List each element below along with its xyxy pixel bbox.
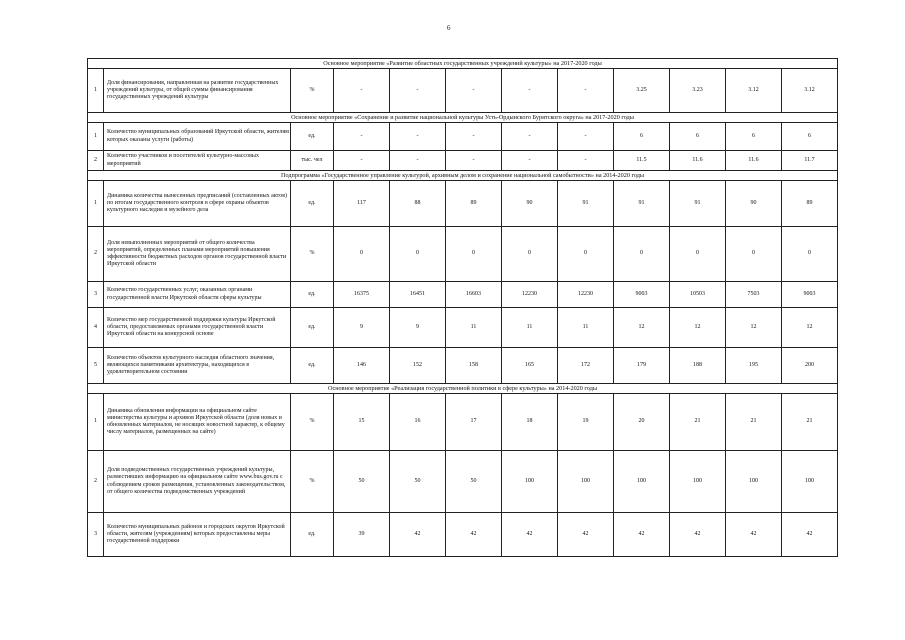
table-row bbox=[88, 451, 838, 513]
value-cell: 9003 bbox=[782, 282, 838, 308]
value-cell: - bbox=[446, 123, 502, 151]
value-cell: 16 bbox=[390, 394, 446, 451]
value-cell: - bbox=[502, 123, 558, 151]
value-cell: 100 bbox=[670, 451, 726, 513]
value-cell: 0 bbox=[782, 227, 838, 282]
row-number: 2 bbox=[88, 227, 104, 282]
value-cell: 100 bbox=[614, 451, 670, 513]
value-cell: 9 bbox=[334, 308, 390, 348]
value-cell: 100 bbox=[502, 451, 558, 513]
value-cell: 12230 bbox=[558, 282, 614, 308]
value-cell: 10503 bbox=[670, 282, 726, 308]
value-cell: - bbox=[446, 69, 502, 113]
row-number: 3 bbox=[88, 282, 104, 308]
indicator-name: Количество объектов культурного наследия областного значения, являющихся памятниками архитектуры, находящихся в удовлетворительном состоянии bbox=[104, 348, 291, 384]
unit-cell: ед. bbox=[291, 513, 334, 557]
value-cell: 21 bbox=[726, 394, 782, 451]
value-cell: 12 bbox=[726, 308, 782, 348]
value-cell: 0 bbox=[614, 227, 670, 282]
value-cell: 0 bbox=[502, 227, 558, 282]
value-cell: 11.7 bbox=[782, 151, 838, 171]
unit-cell: % bbox=[291, 69, 334, 113]
table-row bbox=[88, 348, 838, 384]
value-cell: - bbox=[502, 69, 558, 113]
row-number: 1 bbox=[88, 394, 104, 451]
value-cell: 11 bbox=[502, 308, 558, 348]
value-cell: 179 bbox=[614, 348, 670, 384]
section-header-row bbox=[88, 171, 838, 181]
value-cell: 7503 bbox=[726, 282, 782, 308]
value-cell: 42 bbox=[670, 513, 726, 557]
value-cell: 3.12 bbox=[782, 69, 838, 113]
value-cell: 158 bbox=[446, 348, 502, 384]
value-cell: 6 bbox=[670, 123, 726, 151]
value-cell: 16603 bbox=[446, 282, 502, 308]
value-cell: 0 bbox=[334, 227, 390, 282]
value-cell: - bbox=[446, 151, 502, 171]
value-cell: 0 bbox=[446, 227, 502, 282]
indicator-name: Динамика обновления информации на официальном сайте министерства культуры и архивов Иркутской области (доля новых и обновленных материалов, не носящих новостной характер, к общему числу материалов, размещенных на сайте) bbox=[104, 394, 291, 451]
section-header-row bbox=[88, 384, 838, 394]
value-cell: 42 bbox=[726, 513, 782, 557]
value-cell: 11.5 bbox=[614, 151, 670, 171]
value-cell: - bbox=[390, 69, 446, 113]
table-row bbox=[88, 123, 838, 151]
value-cell: 42 bbox=[390, 513, 446, 557]
indicator-name: Количество муниципальных районов и городских округов Иркутской области, жителям (учреждениям) которых предоставлены меры государственной поддержки bbox=[104, 513, 291, 557]
value-cell: - bbox=[390, 151, 446, 171]
value-cell: - bbox=[558, 69, 614, 113]
value-cell: 117 bbox=[334, 181, 390, 227]
value-cell: 9003 bbox=[614, 282, 670, 308]
value-cell: 0 bbox=[390, 227, 446, 282]
value-cell: 91 bbox=[558, 181, 614, 227]
value-cell: 165 bbox=[502, 348, 558, 384]
value-cell: 16451 bbox=[390, 282, 446, 308]
value-cell: 11 bbox=[446, 308, 502, 348]
indicator-name: Количество муниципальных образований Иркутской области, жителям которых оказаны услуги (работы) bbox=[104, 123, 291, 151]
indicator-name: Динамика количества вынесенных предписаний (составленных актов) по итогам государственного контроля в сфере охраны объектов культурного наследия и музейного дела bbox=[104, 181, 291, 227]
value-cell: 19 bbox=[558, 394, 614, 451]
value-cell: 11.6 bbox=[670, 151, 726, 171]
indicator-name: Доля финансирования, направленная на развитие государственных учреждений культуры, от общей суммы финансирования государственных учреждений культуры bbox=[104, 69, 291, 113]
value-cell: - bbox=[334, 69, 390, 113]
table-row bbox=[88, 513, 838, 557]
section-header: Подпрограмма «Государственное управление культурой, архивным делом и сохранение национальной самобытности» на 2014-2020 годы bbox=[88, 171, 838, 181]
value-cell: 42 bbox=[502, 513, 558, 557]
value-cell: 90 bbox=[502, 181, 558, 227]
value-cell: 3.12 bbox=[726, 69, 782, 113]
value-cell: 18 bbox=[502, 394, 558, 451]
value-cell: 0 bbox=[558, 227, 614, 282]
value-cell: 195 bbox=[726, 348, 782, 384]
value-cell: 88 bbox=[390, 181, 446, 227]
value-cell: 11.6 bbox=[726, 151, 782, 171]
value-cell: 0 bbox=[726, 227, 782, 282]
value-cell: 11 bbox=[558, 308, 614, 348]
section-header: Основное мероприятие «Развитие областных государственных учреждений культуры» на 2017-2020 годы bbox=[88, 59, 838, 69]
table-row bbox=[88, 151, 838, 171]
row-number: 4 bbox=[88, 308, 104, 348]
value-cell: 91 bbox=[670, 181, 726, 227]
value-cell: 6 bbox=[614, 123, 670, 151]
row-number: 3 bbox=[88, 513, 104, 557]
value-cell: 50 bbox=[390, 451, 446, 513]
unit-cell: % bbox=[291, 451, 334, 513]
indicator-name: Доля подведомственных государственных учреждений культуры, разместивших информацию на официальном сайте www.bus.gov.ru с соблюдением сроков размещения, установленных законодательством, от общего количества подведомственных учреждений bbox=[104, 451, 291, 513]
value-cell: 21 bbox=[782, 394, 838, 451]
value-cell: 6 bbox=[782, 123, 838, 151]
section-header: Основное мероприятие «Сохранение и развитие национальной культуры Усть-Ордынского Бурятского округа» на 2017-2020 годы bbox=[88, 113, 838, 123]
value-cell: - bbox=[502, 151, 558, 171]
unit-cell: ед. bbox=[291, 308, 334, 348]
indicators-table bbox=[87, 58, 838, 557]
row-number: 5 bbox=[88, 348, 104, 384]
table-row bbox=[88, 227, 838, 282]
table-row bbox=[88, 308, 838, 348]
value-cell: 172 bbox=[558, 348, 614, 384]
value-cell: 146 bbox=[334, 348, 390, 384]
value-cell: 100 bbox=[558, 451, 614, 513]
table-row bbox=[88, 394, 838, 451]
value-cell: 9 bbox=[390, 308, 446, 348]
row-number: 1 bbox=[88, 123, 104, 151]
value-cell: 100 bbox=[726, 451, 782, 513]
value-cell: 50 bbox=[334, 451, 390, 513]
unit-cell: тыс. чел bbox=[291, 151, 334, 171]
value-cell: - bbox=[334, 123, 390, 151]
unit-cell: ед. bbox=[291, 348, 334, 384]
value-cell: 39 bbox=[334, 513, 390, 557]
table-row bbox=[88, 69, 838, 113]
row-number: 2 bbox=[88, 451, 104, 513]
value-cell: 15 bbox=[334, 394, 390, 451]
value-cell: 12230 bbox=[502, 282, 558, 308]
value-cell: 89 bbox=[782, 181, 838, 227]
value-cell: 12 bbox=[670, 308, 726, 348]
value-cell: - bbox=[390, 123, 446, 151]
unit-cell: % bbox=[291, 394, 334, 451]
value-cell: 16375 bbox=[334, 282, 390, 308]
value-cell: - bbox=[334, 151, 390, 171]
value-cell: 3.23 bbox=[670, 69, 726, 113]
row-number: 1 bbox=[88, 181, 104, 227]
unit-cell: ед. bbox=[291, 123, 334, 151]
value-cell: 42 bbox=[614, 513, 670, 557]
value-cell: 42 bbox=[446, 513, 502, 557]
value-cell: 91 bbox=[614, 181, 670, 227]
value-cell: 0 bbox=[670, 227, 726, 282]
table-row bbox=[88, 282, 838, 308]
indicator-name: Количество участников и посетителей культурно-массовых мероприятий bbox=[104, 151, 291, 171]
value-cell: 188 bbox=[670, 348, 726, 384]
section-header: Основное мероприятие «Реализация государственной политики в сфере культуры» на 2014-2020 годы bbox=[88, 384, 838, 394]
indicator-name: Количество государственных услуг, оказанных органами государственной власти Иркутской области сферы культуры bbox=[104, 282, 291, 308]
table-row bbox=[88, 181, 838, 227]
unit-cell: ед. bbox=[291, 181, 334, 227]
row-number: 2 bbox=[88, 151, 104, 171]
value-cell: 12 bbox=[614, 308, 670, 348]
value-cell: 42 bbox=[558, 513, 614, 557]
value-cell: 3.25 bbox=[614, 69, 670, 113]
section-header-row bbox=[88, 113, 838, 123]
value-cell: 42 bbox=[782, 513, 838, 557]
indicator-name: Количество мер государственной поддержки культуры Иркутской области, предоставляемых органами государственной власти Иркутской области на конкурсной основе bbox=[104, 308, 291, 348]
value-cell: 20 bbox=[614, 394, 670, 451]
value-cell: 50 bbox=[446, 451, 502, 513]
value-cell: 90 bbox=[726, 181, 782, 227]
value-cell: 17 bbox=[446, 394, 502, 451]
row-number: 1 bbox=[88, 69, 104, 113]
value-cell: 152 bbox=[390, 348, 446, 384]
value-cell: 12 bbox=[782, 308, 838, 348]
unit-cell: ед. bbox=[291, 282, 334, 308]
value-cell: - bbox=[558, 151, 614, 171]
section-header-row bbox=[88, 59, 838, 69]
page-number: 6 bbox=[447, 24, 451, 32]
value-cell: 21 bbox=[670, 394, 726, 451]
unit-cell: % bbox=[291, 227, 334, 282]
value-cell: 6 bbox=[726, 123, 782, 151]
value-cell: 100 bbox=[782, 451, 838, 513]
indicator-name: Доля невыполненных мероприятий от общего количества мероприятий, определенных планами мероприятий повышения эффективности бюджетных расходов органов государственной власти Иркутской области bbox=[104, 227, 291, 282]
value-cell: 89 bbox=[446, 181, 502, 227]
value-cell: - bbox=[558, 123, 614, 151]
value-cell: 200 bbox=[782, 348, 838, 384]
